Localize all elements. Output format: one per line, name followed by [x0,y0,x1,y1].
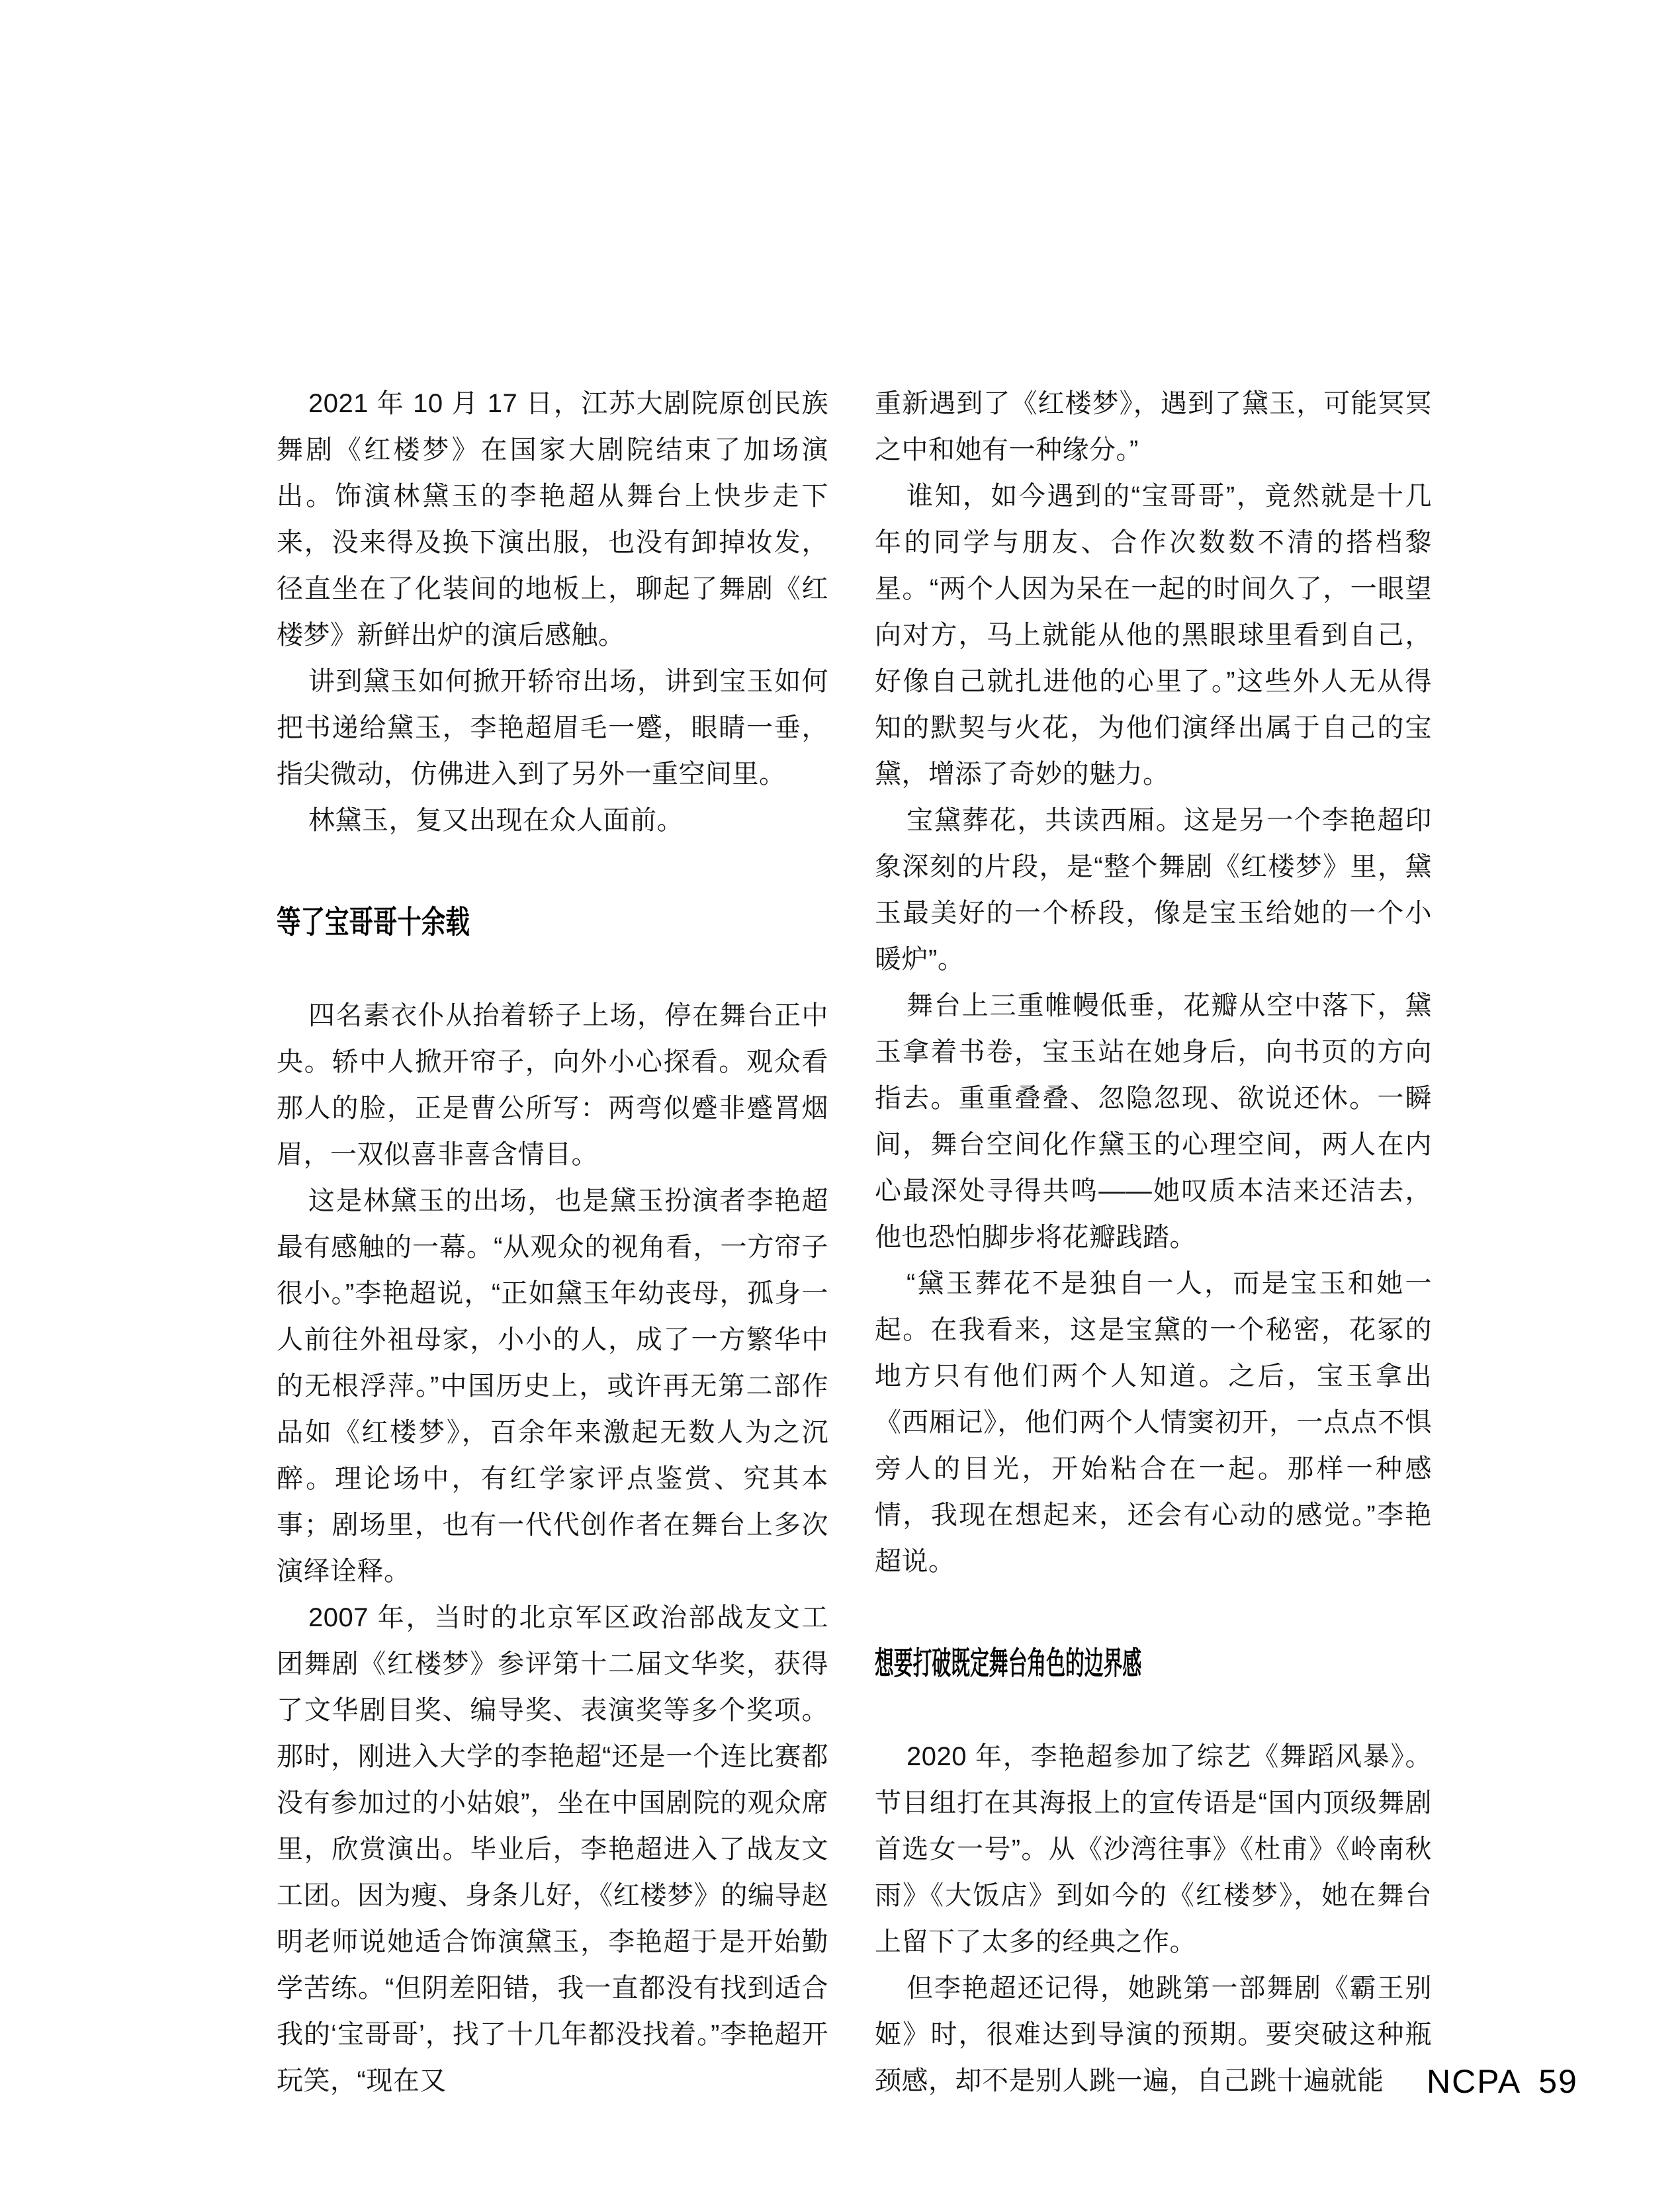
paragraph-continuation: 重新遇到了《红楼梦》，遇到了黛玉，可能冥冥之中和她有一种缘分。” [875,389,1432,464]
paragraph: “黛玉葬花不是独自一人，而是宝玉和她一起。在我看来，这是宝黛的一个秘密，花冢的地方只有他们两个人知道。之后，宝玉拿出《西厢记》，他们两个人情窦初开，一点点不惧旁人的目光，开始粘合在一起。那样一种感情，我现在想起来，还会有心动的感觉。”李艳超说。 [875,1269,1432,1576]
page-footer [1427,2063,1578,2100]
right-column [875,380,1432,2104]
section-heading-left [277,900,828,946]
section-heading-left-text: 等了宝哥哥十余载 [277,905,470,940]
paragraph: 宝黛葬花，共读西厢。这是另一个李艳超印象深刻的片段，是“整个舞剧《红楼梦》里，黛玉最美好的一个桥段，像是宝玉给她的一个小暖炉”。 [875,806,1432,974]
paragraph: 这是林黛玉的出场，也是黛玉扮演者李艳超最有感触的一幕。“从观众的视角看，一方帘子很小。”李艳超说，“正如黛玉年幼丧母，孤身一人前往外祖母家，小小的人，成了一方繁华中的无根浮萍。”中国历史上，或许再无第二部作品如《红楼梦》，百余年来激起无数人为之沉醉。理论场中，有红学家评点鉴赏、究其本事；剧场里，也有一代代创作者在舞台上多次演绎诠释。 [277,1186,828,1586]
paragraph: 2020 年，李艳超参加了综艺《舞蹈风暴》。节目组打在其海报上的宣传语是“国内顶级舞剧首选女一号”。从《沙湾往事》《杜甫》《岭南秋雨》《大饭店》到如今的《红楼梦》，她在舞台上留下了太多的经典之作。 [875,1742,1432,1956]
section-heading-right-text: 想要打破既定舞台角色的边界感 [875,1646,1142,1681]
paragraph: 讲到黛玉如何掀开轿帘出场，讲到宝玉如何把书递给黛玉，李艳超眉毛一蹙，眼睛一垂，指尖微动，仿佛进入到了另外一重空间里。 [277,667,828,789]
left-column [277,380,828,2104]
paragraph: 谁知，如今遇到的“宝哥哥”，竟然就是十几年的同学与朋友、合作次数数不清的搭档黎星。“两个人因为呆在一起的时间久了，一眼望向对方，马上就能从他的黑眼球里看到自己，好像自己就扎进他的心里了。”这些外人无从得知的默契与火花，为他们演绎出属于自己的宝黛，增添了奇妙的魅力。 [875,482,1432,789]
paragraph: 2007 年，当时的北京军区政治部战友文工团舞剧《红楼梦》参评第十二届文华奖，获得了文华剧目奖、编导奖、表演奖等多个奖项。那时，刚进入大学的李艳超“还是一个连比赛都没有参加过的小姑娘”，坐在中国剧院的观众席里，欣赏演出。毕业后，李艳超进入了战友文工团。因为瘦、身条儿好，《红楼梦》的编导赵明老师说她适合饰演黛玉，李艳超于是开始勤学苦练。“但阴差阳错，我一直都没有找到适合我的‘宝哥哥’，找了十几年都没找着。”李艳超开玩笑，“现在又 [277,1603,828,2095]
journal-brand: NCPA [1427,2063,1522,2100]
paragraph: 2021 年 10 月 17 日，江苏大剧院原创民族舞剧《红楼梦》在国家大剧院结束了加场演出。饰演林黛玉的李艳超从舞台上快步走下来，没来得及换下演出服，也没有卸掉妆发，径直坐在了化装间的地板上，聊起了舞剧《红楼梦》新鲜出炉的演后感触。 [277,389,828,650]
page-number: 59 [1538,2063,1578,2100]
paragraph: 林黛玉，复又出现在众人面前。 [308,806,684,835]
paragraph: 舞台上三重帷幔低垂，花瓣从空中落下，黛玉拿着书卷，宝玉站在她身后，向书页的方向指去。重重叠叠、忽隐忽现、欲说还休。一瞬间，舞台空间化作黛玉的心理空间，两人在内心最深处寻得共鸣——她叹质本洁来还洁去，他也恐怕脚步将花瓣践踏。 [875,991,1432,1252]
section-heading-right [875,1641,1432,1687]
paragraph: 但李艳超还记得，她跳第一部舞剧《霸王别姬》时，很难达到导演的预期。要突破这种瓶颈感，却不是别人跳一遍，自己跳十遍就能 [875,1974,1432,2095]
paragraph: 四名素衣仆从抬着轿子上场，停在舞台正中央。轿中人掀开帘子，向外小心探看。观众看那人的脸，正是曹公所写：两弯似蹙非蹙罥烟眉，一双似喜非喜含情目。 [277,1001,828,1169]
